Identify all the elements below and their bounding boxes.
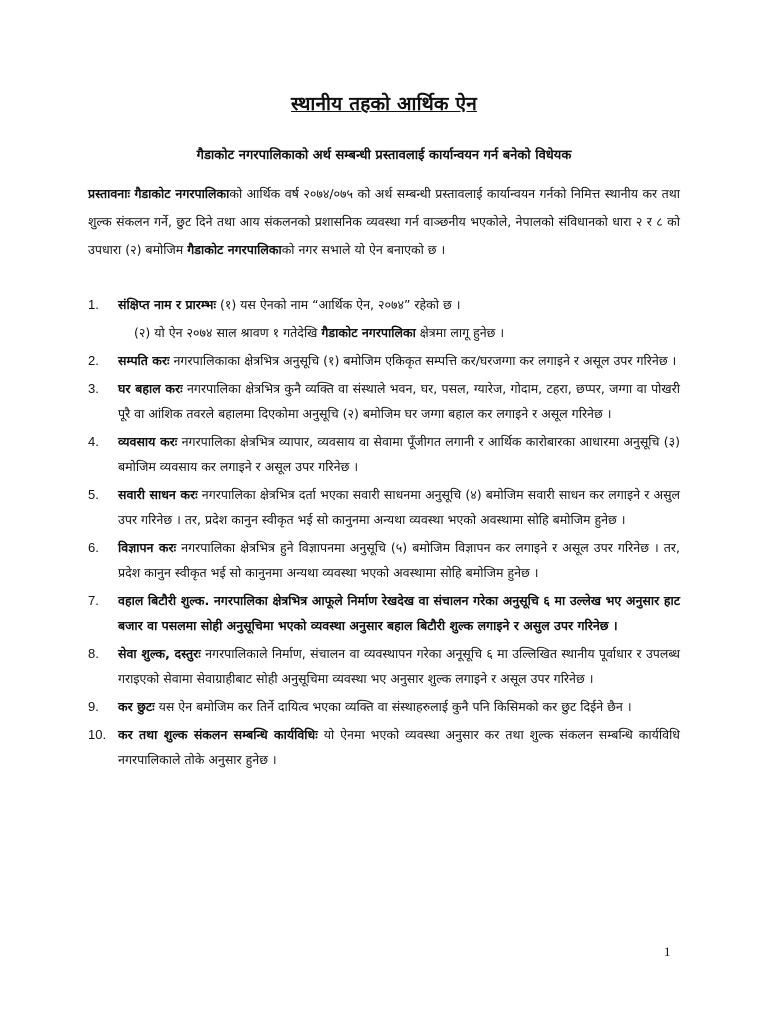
item-heading: संक्षिप्त नाम र प्रारम्भः [118, 297, 216, 312]
item-text: नगरपालिका क्षेत्रभित्र दर्ता भएका सवारी साधनमा अनुसूचि (४) बमोजिम सवारी साधन कर लगाइने र असुल उपर गरिनेछ । तर, प्रदेश कानुन स्वीकृत भई सो कानुनमा अन्यथा व्यवस्था भएको अवस्थामा सोहि बमोजिम हुनेछ । [118, 487, 680, 527]
list-item-10 [88, 722, 680, 772]
item-number: 6. [88, 540, 99, 555]
item-number: 7. [88, 593, 99, 608]
item-number: 3. [88, 381, 99, 396]
item-number: 8. [88, 646, 99, 661]
subline-prefix: (२) यो ऐन २०७४ साल श्रावण १ गतेदेखि [134, 325, 322, 340]
item-text: वहाल बिटौरी शुल्क. नगरपालिका क्षेत्रभित्र आफूले निर्माण रेखदेख वा संचालन गरेका अनुसूचि ६ मा उल्लेख भए अनुसार हाट बजार वा पसलमा सोही अनुसूचिमा भएको व्यवस्था अनुसार बहाल बिटौरी शुल्क लगाइने र असुल उपर गरिनेछ । [118, 593, 680, 633]
list-item-1 [88, 292, 680, 317]
item-number: 1. [88, 297, 99, 312]
subline-suffix: क्षेत्रमा लागू हुनेछ । [415, 325, 505, 340]
item-heading: सम्पति करः [118, 353, 170, 368]
item-text: नगरपालिकाले निर्माण, संचालन वा व्यवस्थापन गरेका अनूसूचि ६ मा उल्लिखित स्थानीय पूर्वाधार र उपलब्ध गराइएको सेवामा सेवाग्राहीबाट सोही अनुसूचिमा व्यवस्था भए अनुसार शुल्क लगाइने र असूल उपर गरिनेछ । [118, 646, 680, 686]
preamble-municipality: गैडाकोट नगरपालिका [134, 186, 230, 201]
item-heading: कर तथा शुल्क संकलन सम्बन्धि कार्यविधिः [118, 727, 318, 742]
item-heading: घर बहाल करः [118, 381, 183, 396]
item-text: नगरपालिका क्षेत्रभित्र व्यापार, व्यवसाय वा सेवामा पूँजीगत लगानी र आर्थिक कारोबारका आधारमा अनुसूचि (३) बमोजिम व्यवसाय कर लगाइने र असूल उपर गरिनेछ । [118, 434, 680, 474]
item-text: नगरपालिका क्षेत्रभित्र कुनै व्यक्ति वा संस्थाले भवन, घर, पसल, ग्यारेज, गोदाम, टहरा, छप्पर, जग्गा वा पोखरी पूरै वा आंशिक तवरले बहालमा दिएकोमा अनुसूचि (२) बमोजिम घर जग्गा बहाल कर लगाइने र असूल गरिनेछ । [118, 381, 680, 421]
preamble-text-2: को नगर सभाले यो ऐन बनाएको छ । [281, 242, 446, 257]
item-number: 4. [88, 434, 99, 449]
item-heading: कर छुटः [118, 699, 155, 714]
list-item-2 [88, 348, 680, 373]
item-number: 5. [88, 487, 99, 502]
item-number: 10. [88, 727, 107, 742]
item-number: 9. [88, 699, 99, 714]
preamble-municipality-2: गैडाकोट नगरपालिका [187, 242, 282, 257]
item-number: 2. [88, 353, 99, 368]
list-item-1-subline [88, 320, 680, 345]
page-number: 1 [664, 944, 671, 959]
list-item-9 [88, 694, 680, 719]
preamble-text-1: को आर्थिक वर्ष २०७४/०७५ को अर्थ सम्बन्धी प्रस्तावलाई कार्यान्वयन गर्नको निमित्त स्थानीय कर तथा शुल्क संकलन गर्ने, छुट दिने तथा आय संकलनको प्रशासनिक व्यवस्था गर्न वाञ्छनीय भएकोले, नेपालको संविधानको धारा २ र ८ को उपधारा (२) बमोजिम [88, 186, 680, 257]
item-heading: सेवा शुल्क, दस्तुरः [118, 646, 201, 661]
list-item-3 [88, 376, 680, 426]
preamble-label: प्रस्तावनाः [88, 186, 130, 201]
preamble-paragraph [88, 180, 680, 264]
item-text: यस ऐन बमोजिम कर तिर्ने दायित्व भएका व्यक्ति वा संस्थाहरुलाई कुनै पनि किसिमको कर छुट दिईने छैन । [154, 699, 632, 714]
subline-municipality: गैडाकोट नगरपालिका [321, 325, 416, 340]
item-text: नगरपालिकाका क्षेत्रभित्र अनुसूचि (१) बमोजिम एकिकृत सम्पत्ति कर/घरजग्गा कर लगाइने र असूल उपर गरिनेछ । [169, 353, 677, 368]
page-subtitle: गैडाकोट नगरपालिकाको अर्थ सम्बन्धी प्रस्तावलाई कार्यान्वयन गर्न बनेको विधेयक [196, 148, 572, 163]
item-heading: व्यवसाय करः [118, 434, 178, 449]
sections-list [88, 292, 680, 775]
list-item-5 [88, 482, 680, 532]
item-heading: विज्ञापन करः [118, 540, 177, 555]
list-item-6 [88, 535, 680, 585]
list-item-4 [88, 429, 680, 479]
item-text: यो ऐनमा भएको व्यवस्था अनुसार कर तथा शुल्क संकलन सम्बन्धि कार्यविधि नगरपालिकाले तोके अनुसार हुनेछ । [118, 727, 680, 767]
list-item-7 [88, 588, 680, 638]
item-heading: सवारी साधन करः [118, 487, 198, 502]
item-text: नगरपालिका क्षेत्रभित्र हुने विज्ञापनमा अनुसूचि (५) बमोजिम विज्ञापन कर लगाइने र असूल उपर गरिनेछ । तर, प्रदेश कानुन स्वीकृत भई सो कानुनमा अन्यथा व्यवस्था भएको अवस्थामा सोहि बमोजिम हुनेछ । [118, 540, 680, 580]
item-text: (१) यस ऐनको नाम “आर्थिक ऐन, २०७४” रहेको छ । [215, 297, 461, 312]
list-item-8 [88, 641, 680, 691]
page-title: स्थानीय तहको आर्थिक ऐन [291, 93, 477, 115]
